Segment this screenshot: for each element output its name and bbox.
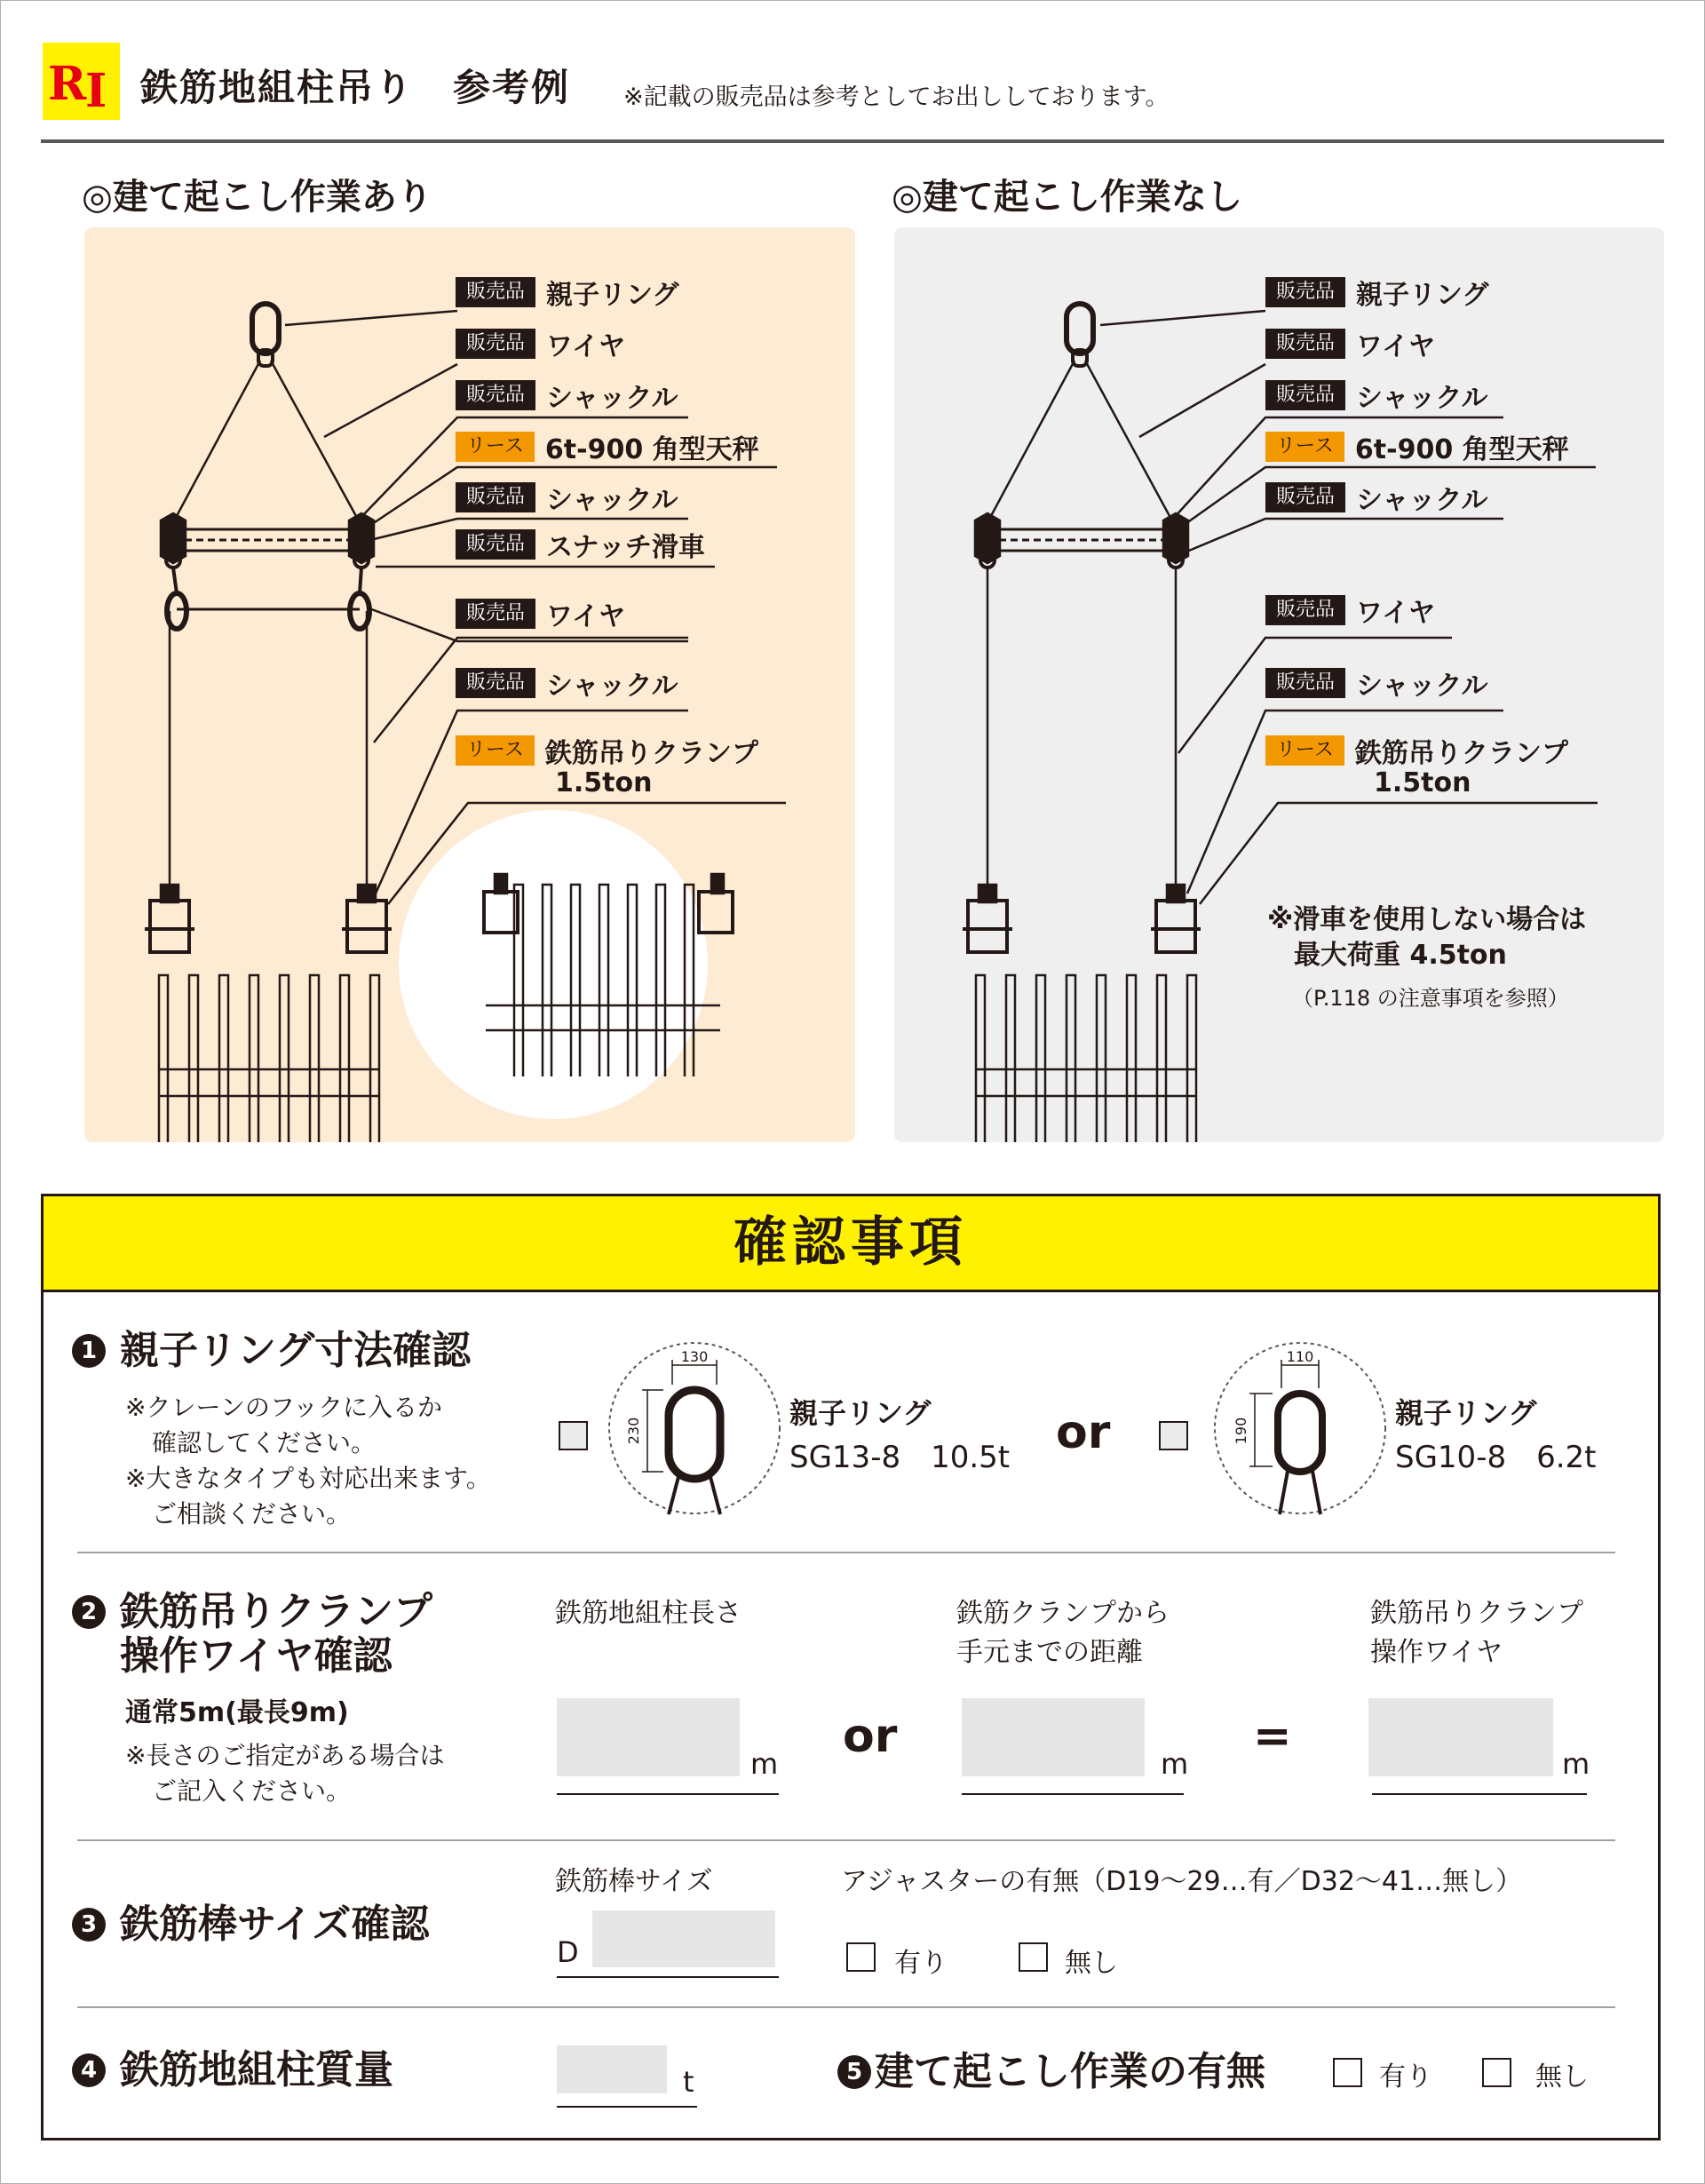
- tag-sale: 販売品: [1265, 380, 1345, 410]
- column-length-input[interactable]: [557, 1698, 740, 1776]
- svg-text:I: I: [85, 64, 107, 118]
- clamp-distance-label-2: 手元までの距離: [956, 1637, 1143, 1668]
- ring-sg10-height: 190: [1233, 1417, 1249, 1445]
- left-label-snatch-pulley: [456, 528, 705, 561]
- tag-lease: リース: [1265, 432, 1344, 462]
- label-text: スナッチ滑車: [546, 532, 705, 563]
- operating-wire-input[interactable]: [1368, 1698, 1553, 1776]
- left-label-wire-1: [456, 327, 625, 361]
- tag-sale: 販売品: [456, 668, 535, 698]
- operating-wire-unit: m: [1562, 1747, 1590, 1781]
- item2-number: 2: [72, 1595, 106, 1629]
- item1-title-text: 親子リング寸法確認: [120, 1328, 472, 1373]
- item1-note-4: ご相談ください。: [152, 1499, 352, 1529]
- item2-note-1: ※長さのご指定がある場合は: [125, 1741, 445, 1770]
- item5-title: [837, 2049, 1265, 2095]
- label-text: シャックル: [546, 383, 678, 414]
- column-mass-unit: t: [683, 2065, 694, 2099]
- left-label-wire-2: [456, 597, 625, 631]
- operating-wire-underline: [1372, 1793, 1587, 1795]
- item4-title-text: 鉄筋地組柱質量: [120, 2047, 393, 2093]
- confirmation-title: 確認事項: [44, 1196, 1658, 1292]
- page-title: 鉄筋地組柱吊り 参考例: [140, 66, 571, 109]
- bar-size-label: 鉄筋棒サイズ: [555, 1866, 713, 1897]
- tag-sale: 販売品: [456, 599, 535, 629]
- ring-sg13-checkbox[interactable]: [559, 1421, 588, 1450]
- right-label-shackle-3: [1265, 666, 1488, 700]
- item4-title: [72, 2047, 393, 2093]
- label-text: シャックル: [1356, 671, 1488, 702]
- item3-title-text: 鉄筋棒サイズ確認: [120, 1902, 430, 1947]
- tag-sale: 販売品: [456, 482, 535, 512]
- item5-number: 5: [837, 2055, 871, 2089]
- right-label-beam: [1265, 430, 1569, 464]
- item2-title: [72, 1589, 432, 1635]
- clamp-distance-underline: [962, 1793, 1184, 1795]
- left-panel-heading: ◎建て起こし作業あり: [82, 177, 432, 218]
- separator: [77, 2006, 1615, 2008]
- clamp-distance-input[interactable]: [962, 1698, 1145, 1776]
- operating-wire-label-1: 鉄筋吊りクランプ: [1370, 1598, 1583, 1629]
- left-label-rebar-clamp: [456, 734, 758, 767]
- label-text: シャックル: [546, 485, 678, 516]
- item1-number: 1: [72, 1334, 106, 1368]
- left-label-master-ring: [456, 275, 678, 309]
- label-text: ワイヤ: [546, 601, 626, 632]
- item4-number: 4: [72, 2053, 106, 2087]
- label-text: 鉄筋吊りクランプ: [544, 738, 758, 769]
- ring-sg10-name: 親子リング: [1395, 1396, 1537, 1430]
- label-text: ワイヤ: [1356, 331, 1436, 362]
- raising-no-checkbox[interactable]: [1482, 2058, 1511, 2087]
- panel-without-raising: [894, 227, 1664, 1142]
- right-label-rebar-clamp-capacity: 1.5ton: [1374, 767, 1471, 798]
- right-label-wire-1: [1265, 327, 1435, 361]
- tag-lease: リース: [1265, 735, 1344, 766]
- item1-note-2: 確認してください。: [152, 1428, 377, 1457]
- item1-note-3: ※大きなタイプも対応出来ます。: [125, 1464, 491, 1493]
- bar-size-prefix: D: [557, 1935, 579, 1969]
- item2-title-line2: 操作ワイヤ確認: [120, 1633, 393, 1679]
- item2-equals: =: [1253, 1710, 1292, 1763]
- ring-sg13-height: 230: [625, 1417, 642, 1445]
- column-length-label: 鉄筋地組柱長さ: [555, 1598, 741, 1629]
- item1-or: or: [1056, 1406, 1111, 1459]
- ring-sg10-spec: SG10-8 6.2t: [1395, 1440, 1597, 1475]
- adjuster-yes-checkbox[interactable]: [846, 1942, 876, 1972]
- header-note: ※記載の販売品は参考としてお出ししております。: [623, 83, 1170, 111]
- bar-size-underline: [557, 1976, 779, 1978]
- right-label-shackle-2: [1265, 480, 1488, 514]
- bar-size-input[interactable]: [592, 1910, 775, 1967]
- ring-sg10-checkbox[interactable]: [1159, 1421, 1188, 1450]
- left-label-shackle-3: [456, 666, 678, 700]
- header-divider: [41, 139, 1664, 143]
- tag-lease: リース: [456, 735, 535, 766]
- adjuster-label: アジャスターの有無（D19〜29…有／D32〜41…無し）: [841, 1866, 1523, 1897]
- label-text: シャックル: [1356, 485, 1488, 516]
- right-label-wire-2: [1265, 593, 1435, 627]
- item3-title: [72, 1902, 429, 1948]
- label-text: シャックル: [1356, 383, 1488, 414]
- left-label-beam: [456, 430, 759, 464]
- ri-logo: [43, 43, 120, 120]
- clamp-distance-unit: m: [1161, 1747, 1189, 1781]
- item2-note-2: ご記入ください。: [152, 1776, 352, 1806]
- item1-title: [72, 1328, 471, 1374]
- label-text: ワイヤ: [546, 331, 626, 362]
- column-length-underline: [557, 1793, 779, 1795]
- tag-sale: 販売品: [456, 277, 535, 307]
- adjuster-yes-label: 有り: [894, 1948, 948, 1979]
- left-label-shackle-2: [456, 480, 678, 514]
- tag-lease: リース: [456, 432, 535, 462]
- ring-sg13-name: 親子リング: [789, 1396, 932, 1430]
- item2-default-length: 通常5m(最長9m): [125, 1697, 349, 1728]
- item3-number: 3: [72, 1908, 106, 1942]
- raising-no-label: 無し: [1535, 2061, 1589, 2093]
- label-text: 親子リング: [1356, 280, 1489, 311]
- tag-sale: 販売品: [1265, 329, 1345, 359]
- ring-sg10-diagram: [1212, 1340, 1388, 1516]
- right-label-shackle-1: [1265, 378, 1488, 412]
- tag-sale: 販売品: [456, 380, 535, 410]
- operating-wire-label-2: 操作ワイヤ: [1370, 1637, 1503, 1668]
- adjuster-no-label: 無し: [1065, 1948, 1118, 1979]
- ring-sg13-spec: SG13-8 10.5t: [789, 1440, 1011, 1475]
- right-label-master-ring: [1265, 275, 1488, 309]
- label-text: 親子リング: [546, 280, 679, 311]
- column-mass-underline: [557, 2106, 697, 2108]
- column-mass-input[interactable]: [557, 2045, 667, 2093]
- ring-sg13-diagram: [607, 1340, 782, 1516]
- item2-or: or: [843, 1710, 898, 1763]
- item5-title-text: 建て起こし作業の有無: [875, 2049, 1265, 2094]
- tag-sale: 販売品: [1265, 595, 1345, 625]
- separator: [77, 1839, 1615, 1841]
- confirmation-section: [41, 1194, 1661, 2140]
- label-text: シャックル: [546, 671, 678, 702]
- tag-sale: 販売品: [1265, 482, 1345, 512]
- label-text: ワイヤ: [1356, 598, 1436, 629]
- tag-sale: 販売品: [1265, 668, 1345, 698]
- right-panel-heading: ◎建て起こし作業なし: [892, 177, 1242, 218]
- label-text: 6t-900 角型天秤: [1354, 434, 1569, 465]
- ring-sg13-width: 130: [680, 1348, 709, 1365]
- clamp-distance-label-1: 鉄筋クランプから: [956, 1598, 1170, 1629]
- pulley-note-line2: 最大荷重 4.5ton: [1294, 940, 1507, 971]
- panel-with-raising: [84, 227, 855, 1142]
- item2-title-line1: 鉄筋吊りクランプ: [120, 1589, 432, 1634]
- left-label-shackle-1: [456, 378, 678, 412]
- column-length-unit: m: [750, 1747, 779, 1781]
- pulley-note-reference: （P.118 の注意事項を参照）: [1292, 986, 1569, 1011]
- raising-yes-label: 有り: [1379, 2061, 1432, 2093]
- label-text: 6t-900 角型天秤: [544, 434, 759, 465]
- raising-yes-checkbox[interactable]: [1333, 2058, 1362, 2087]
- pulley-note-line1: ※滑車を使用しない場合は: [1267, 904, 1587, 935]
- left-label-rebar-clamp-capacity: 1.5ton: [555, 767, 653, 798]
- right-label-rebar-clamp: [1265, 734, 1568, 767]
- tag-sale: 販売品: [456, 329, 535, 359]
- svg-text:R: R: [48, 57, 87, 111]
- label-text: 鉄筋吊りクランプ: [1354, 738, 1568, 769]
- tag-sale: 販売品: [1265, 277, 1345, 307]
- ring-sg10-width: 110: [1286, 1348, 1314, 1365]
- adjuster-no-checkbox[interactable]: [1019, 1942, 1048, 1972]
- item1-note-1: ※クレーンのフックに入るか: [125, 1393, 442, 1422]
- separator: [77, 1552, 1615, 1553]
- tag-sale: 販売品: [456, 529, 535, 560]
